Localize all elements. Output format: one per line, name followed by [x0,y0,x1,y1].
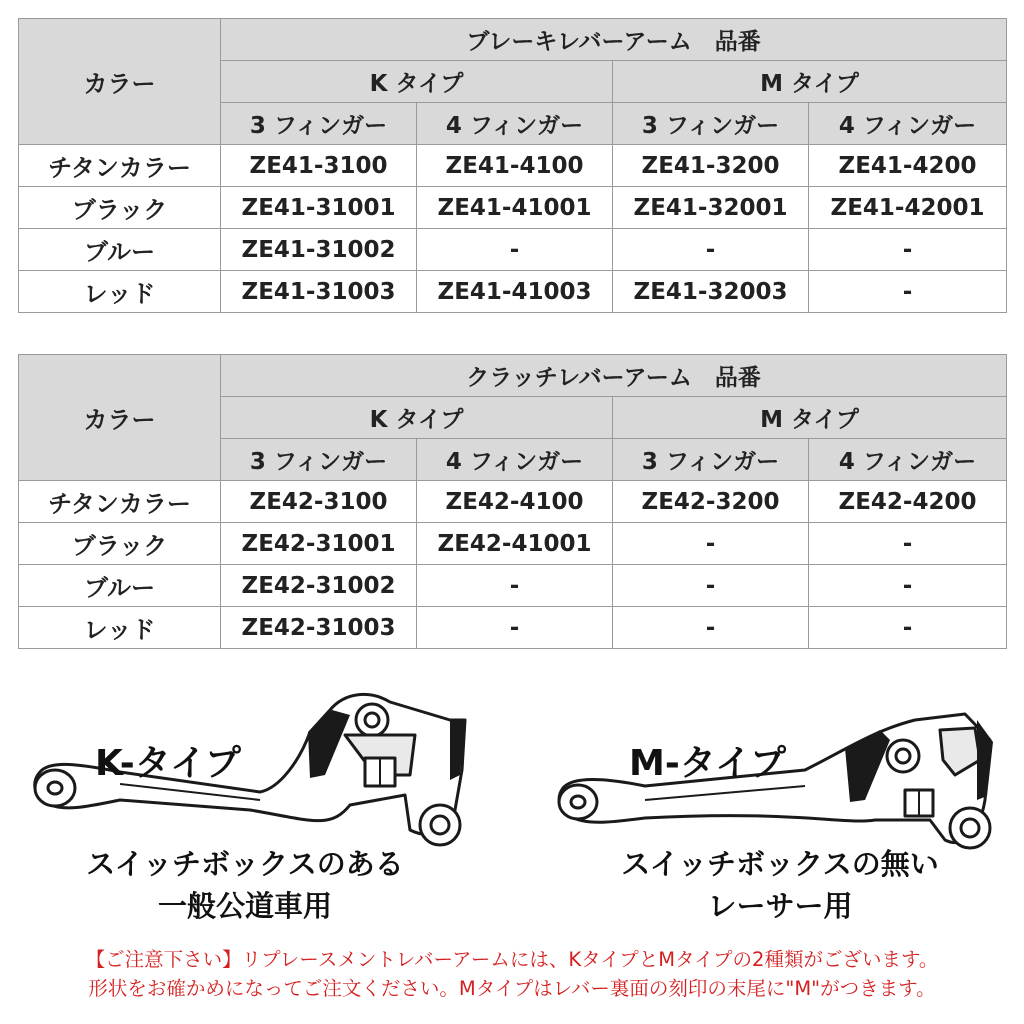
part-number-cell: ZE41-41001 [417,187,613,229]
color-column-header: カラー [19,19,221,145]
part-number-cell: - [417,565,613,607]
finger-header: 3 フィンガー [221,439,417,481]
k-type-usage [30,843,460,927]
k-type-lever-icon [10,680,490,860]
row-color-label: レッド [19,271,221,313]
k-type-title: K-タイプ [95,743,241,784]
m-type-usage [565,843,995,927]
row-color-label: ブラック [19,523,221,565]
part-number-cell: - [417,229,613,271]
row-color-label: レッド [19,607,221,649]
part-number-cell: ZE42-3100 [221,481,417,523]
part-number-cell: - [613,607,809,649]
part-number-cell: ZE41-31001 [221,187,417,229]
finger-header: 3 フィンガー [613,103,809,145]
part-number-cell: - [613,523,809,565]
row-color-label: ブラック [19,187,221,229]
finger-header: 4 フィンガー [417,103,613,145]
part-number-cell: ZE42-31002 [221,565,417,607]
part-number-cell: ZE41-4100 [417,145,613,187]
part-number-cell: ZE42-41001 [417,523,613,565]
part-number-cell: ZE42-31001 [221,523,417,565]
table-row [19,271,1007,313]
clutch-lever-part-number-table [18,354,1007,649]
part-number-cell: - [613,229,809,271]
part-number-cell: ZE41-3200 [613,145,809,187]
notice-line2: 形状をお確かめになってご注文ください。Mタイプはレバー裏面の刻印の末尾に"M"がつきます。 [88,977,936,1000]
part-number-cell: - [417,607,613,649]
table-row [19,523,1007,565]
part-number-cell: ZE41-4200 [809,145,1007,187]
table-row [19,481,1007,523]
part-number-cell: - [809,271,1007,313]
table-title: ブレーキレバーアーム 品番 [221,19,1007,61]
table-title: クラッチレバーアーム 品番 [221,355,1007,397]
type-header-m: M タイプ [613,61,1007,103]
k-type-usage-line1: スイッチボックスのある [86,847,404,881]
part-number-cell: - [613,565,809,607]
type-header-k: K タイプ [221,61,613,103]
part-number-cell: - [809,607,1007,649]
part-number-cell: - [809,565,1007,607]
table-row [19,145,1007,187]
part-number-cell: ZE41-31003 [221,271,417,313]
table-row [19,565,1007,607]
finger-header: 4 フィンガー [809,103,1007,145]
part-number-cell: ZE41-42001 [809,187,1007,229]
part-number-cell: ZE41-41003 [417,271,613,313]
finger-header: 4 フィンガー [417,439,613,481]
row-color-label: ブルー [19,565,221,607]
part-number-cell: - [809,229,1007,271]
part-number-cell: ZE41-3100 [221,145,417,187]
k-type-usage-line2: 一般公道車用 [157,889,332,923]
table-row [19,607,1007,649]
type-header-m: M タイプ [613,397,1007,439]
part-number-cell: ZE41-31002 [221,229,417,271]
part-number-cell: - [809,523,1007,565]
finger-header: 3 フィンガー [221,103,417,145]
table-row [19,229,1007,271]
part-number-cell: ZE42-31003 [221,607,417,649]
part-number-cell: ZE41-32001 [613,187,809,229]
finger-header: 3 フィンガー [613,439,809,481]
m-type-usage-line2: レーサー用 [707,889,853,923]
part-number-cell: ZE42-4200 [809,481,1007,523]
brake-lever-part-number-table [18,18,1007,313]
row-color-label: チタンカラー [19,481,221,523]
color-column-header: カラー [19,355,221,481]
m-type-title: M-タイプ [629,743,786,784]
part-number-cell: ZE41-32003 [613,271,809,313]
m-type-usage-line1: スイッチボックスの無い [621,847,939,881]
row-color-label: チタンカラー [19,145,221,187]
row-color-label: ブルー [19,229,221,271]
table-row [19,187,1007,229]
type-header-k: K タイプ [221,397,613,439]
part-number-cell: ZE42-4100 [417,481,613,523]
part-number-cell: ZE42-3200 [613,481,809,523]
finger-header: 4 フィンガー [809,439,1007,481]
notice-line1: 【ご注意下さい】リプレースメントレバーアームには、KタイプとMタイプの2種類がございます。 [85,948,939,971]
